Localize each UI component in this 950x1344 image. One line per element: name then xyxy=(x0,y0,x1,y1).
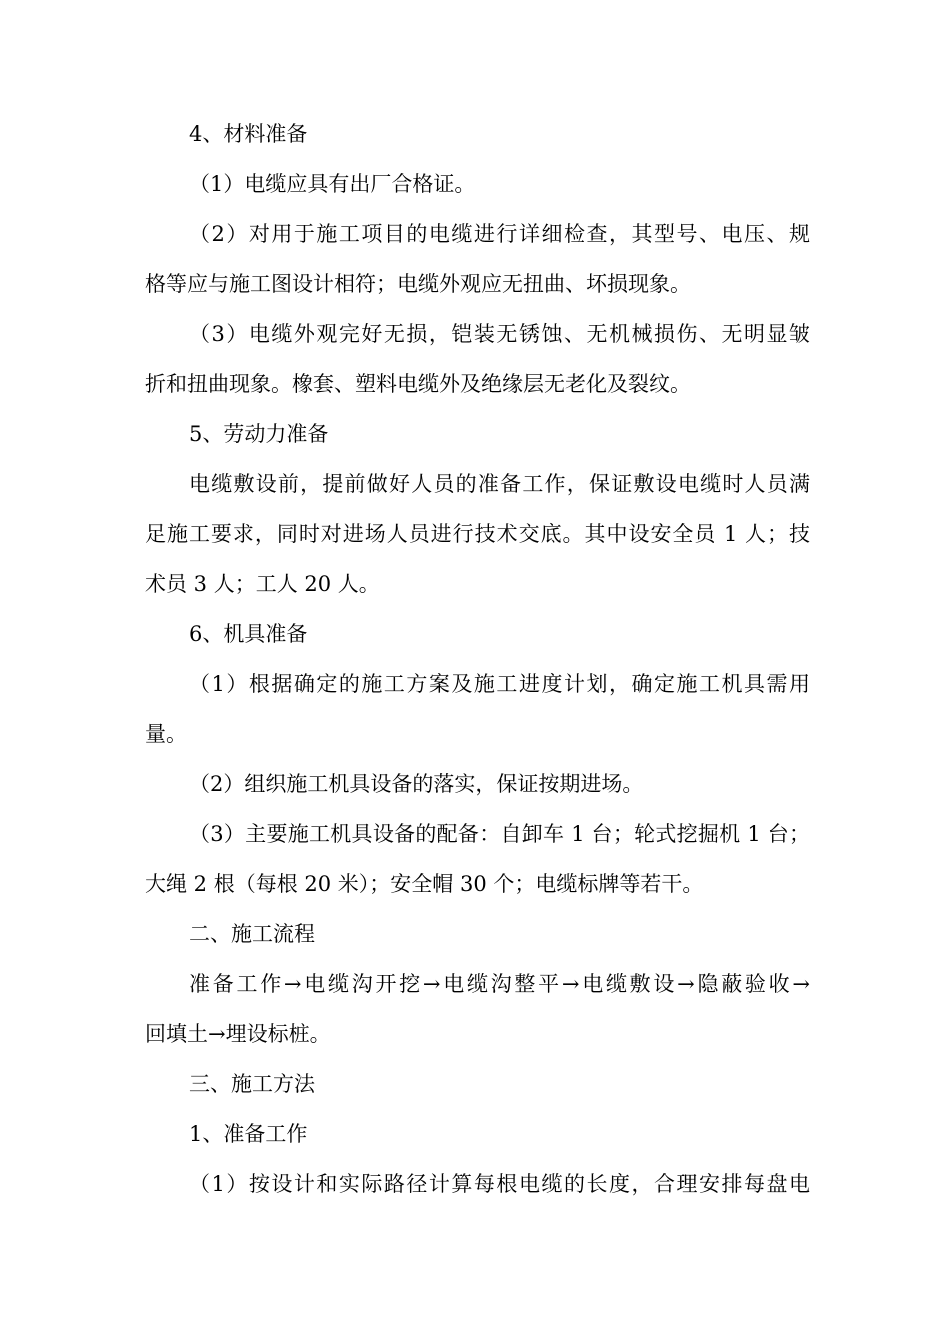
paragraph-line: 准备工作→电缆沟开挖→电缆沟整平→电缆敷设→隐蔽验收→ xyxy=(189,972,810,996)
section-heading-labor: 5、劳动力准备 xyxy=(189,422,329,446)
paragraph-line: （1）电缆应具有出厂合格证。 xyxy=(189,172,476,196)
paragraph-line: 术员 3 人；工人 20 人。 xyxy=(145,572,380,596)
paragraph-line: 量。 xyxy=(145,722,187,746)
section-heading-equipment: 6、机具准备 xyxy=(189,622,308,646)
paragraph-line: 折和扭曲现象。橡套、塑料电缆外及绝缘层无老化及裂纹。 xyxy=(145,372,691,396)
paragraph-line: （2）对用于施工项目的电缆进行详细检查，其型号、电压、规 xyxy=(189,222,810,246)
paragraph-line: （1）按设计和实际路径计算每根电缆的长度，合理安排每盘电 xyxy=(189,1172,810,1196)
section-heading-materials: 4、材料准备 xyxy=(189,122,308,146)
paragraph-line: （3）主要施工机具设备的配备：自卸车 1 台；轮式挖掘机 1 台； xyxy=(189,822,810,846)
paragraph-line: 回填土→埋设标桩。 xyxy=(145,1022,331,1046)
section-heading-process: 二、施工流程 xyxy=(189,922,315,946)
subsection-heading-preparation: 1、准备工作 xyxy=(189,1122,308,1146)
paragraph-line: 足施工要求，同时对进场人员进行技术交底。其中设安全员 1 人；技 xyxy=(145,522,810,546)
paragraph-line: （2）组织施工机具设备的落实，保证按期进场。 xyxy=(189,772,644,796)
paragraph-line: （3）电缆外观完好无损，铠装无锈蚀、无机械损伤、无明显皱 xyxy=(189,322,810,346)
paragraph-line: 电缆敷设前，提前做好人员的准备工作，保证敷设电缆时人员满 xyxy=(189,472,810,496)
paragraph-line: 大绳 2 根（每根 20 米）；安全帽 30 个；电缆标牌等若干。 xyxy=(145,872,704,896)
section-heading-method: 三、施工方法 xyxy=(189,1072,315,1096)
paragraph-line: 格等应与施工图设计相符；电缆外观应无扭曲、坏损现象。 xyxy=(145,272,691,296)
paragraph-line: （1）根据确定的施工方案及施工进度计划，确定施工机具需用 xyxy=(189,672,810,696)
